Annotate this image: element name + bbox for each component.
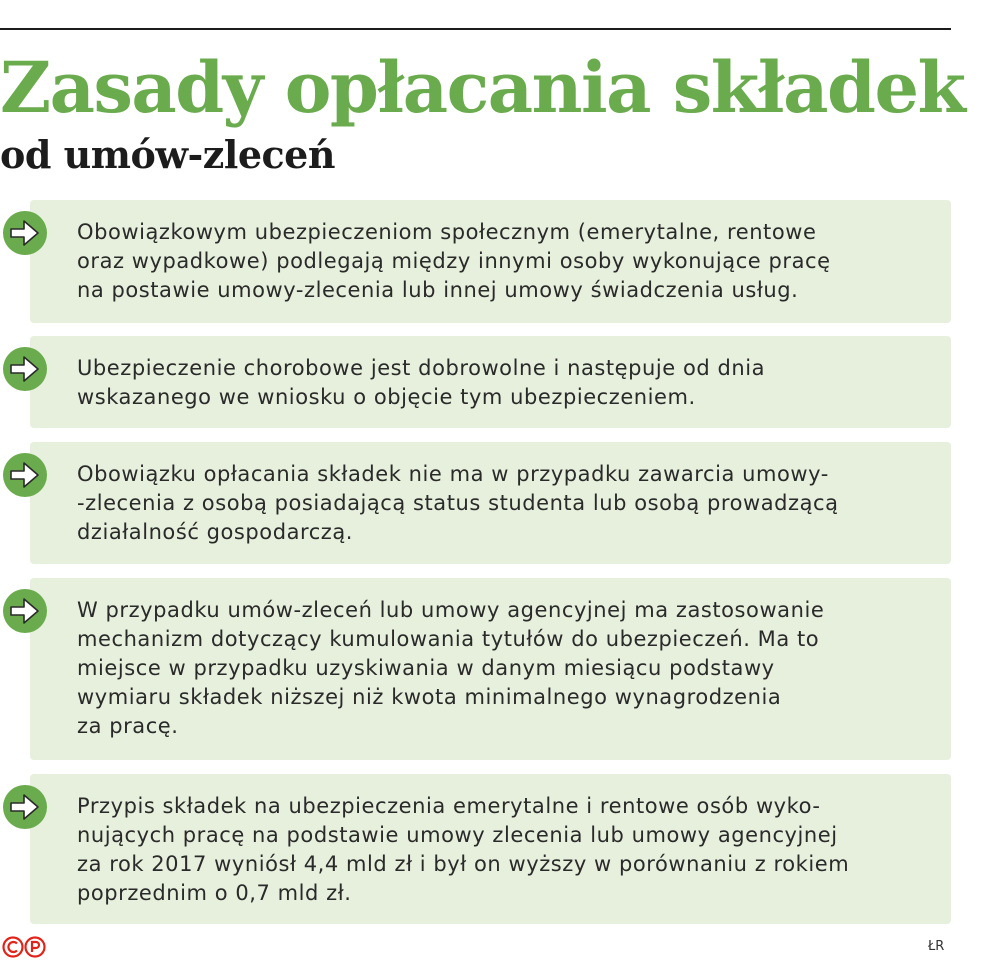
arrow-right-icon	[2, 210, 48, 256]
page-subtitle: od umów-zleceń	[0, 132, 335, 177]
top-rule	[0, 28, 951, 30]
info-text: W przypadku umów-zleceń lub umowy agencyjnej ma zastosowanie mechanizm dotyczący kumulowania tytułów do ubezpieczeń. Ma to miejsce w przypadku uzyskiwania w danym miesiącu podstawy wymiaru składek niższej niż kwota minimalnego wynagrodzenia za pracę.	[77, 598, 825, 738]
info-text: Przypis składek na ubezpieczenia emerytalne i rentowe osób wyko- nujących pracę na podstawie umowy zlecenia lub umowy agencyjnej za rok 2017 wyniósł 4,4 mld zł i był on wyższy w porównaniu z rokiem poprzednim o 0,7 mld zł.	[77, 794, 850, 905]
copyright-press-logo-icon	[2, 936, 46, 958]
info-text: Obowiązku opłacania składek nie ma w przypadku zawarcia umowy- -zlecenia z osobą posiadającą status studenta lub osobą prowadzącą działalność gospodarczą.	[77, 462, 839, 544]
arrow-right-icon	[2, 784, 48, 830]
arrow-right-icon	[2, 346, 48, 392]
info-text: Obowiązkowym ubezpieczeniom społecznym (emerytalne, rentowe oraz wypadkowe) podlegają między innymi osoby wykonujące pracę na postawie umowy-zlecenia lub innej umowy świadczenia usług.	[77, 220, 831, 302]
author-credit: ŁR	[928, 939, 945, 954]
arrow-right-icon	[2, 452, 48, 498]
arrow-right-icon	[2, 588, 48, 634]
info-text: Ubezpieczenie chorobowe jest dobrowolne i następuje od dnia wskazanego we wniosku o objęcie tym ubezpieczeniem.	[77, 356, 766, 409]
page-title: Zasady opłacania składek	[0, 46, 965, 129]
